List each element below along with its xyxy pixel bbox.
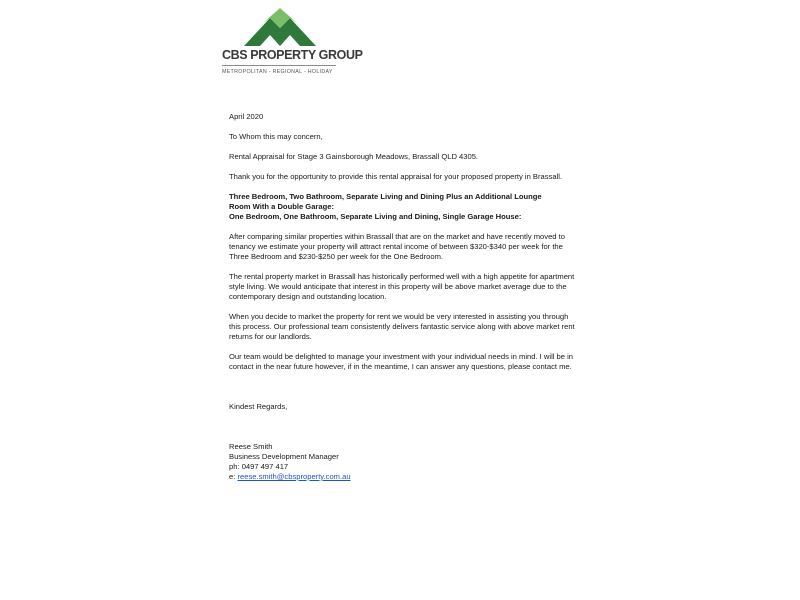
property-heading-3: One Bedroom, One Bathroom, Separate Living and Dining, Single Garage House:	[229, 212, 522, 221]
property-heading-2: Room With a Double Garage:	[229, 202, 334, 211]
paragraph-contact: Our team would be delighted to manage your investment with your individual needs in mind. I will be in contact in the near future however, if in the meantime, I can answer any questions, please contact me.	[229, 352, 574, 371]
letter-subject: Rental Appraisal for Stage 3 Gainsborough Meadows, Brassall QLD 4305.	[229, 152, 479, 161]
signature-phone	[229, 462, 581, 472]
letter-closing: Kindest Regards,	[229, 402, 288, 411]
phone-label: ph:	[229, 462, 240, 471]
logo-divider	[222, 65, 336, 66]
phone-number: 0497 497 417	[241, 462, 289, 471]
letter-salutation: To Whom this may concern,	[229, 132, 323, 141]
company-tagline: METROPOLITAN - REGIONAL - HOLIDAY	[222, 69, 333, 75]
paragraph-rental-estimate: After comparing similar properties within Brassall that are on the market and have recently moved to tenancy we estimate your property will attract rental income of between $320-$340 per week for the Three Bedroom and $230-$250 per week for the One Bedroom.	[229, 232, 565, 261]
letter-body	[229, 112, 581, 482]
company-logo	[222, 8, 363, 75]
email-label: e:	[229, 472, 236, 481]
paragraph-market: The rental property market in Brassall has historically performed well with a high appetite for apartment style living. We would anticipate that interest in this property will be above market average due to the contemporary design and outstanding location.	[229, 272, 575, 301]
email-link[interactable]: reese.smith@cbsproperty.com.au	[237, 472, 351, 481]
letter-date: April 2020	[229, 112, 264, 121]
letter-intro: Thank you for the opportunity to provide this rental appraisal for your proposed property in Brassall.	[229, 172, 563, 181]
signature-email	[229, 472, 581, 482]
company-name: CBS PROPERTY GROUP	[222, 48, 363, 62]
roof-logo-icon	[244, 8, 316, 46]
signature-title: Business Development Manager	[229, 452, 339, 461]
property-heading-1: Three Bedroom, Two Bathroom, Separate Living and Dining Plus an Additional Lounge	[229, 192, 542, 201]
signature-name: Reese Smith	[229, 442, 273, 451]
paragraph-services: When you decide to market the property for rent we would be very interested in assisting you through this process. Our professional team consistently delivers fantastic service along with above market rent returns for our landlords.	[229, 312, 575, 341]
